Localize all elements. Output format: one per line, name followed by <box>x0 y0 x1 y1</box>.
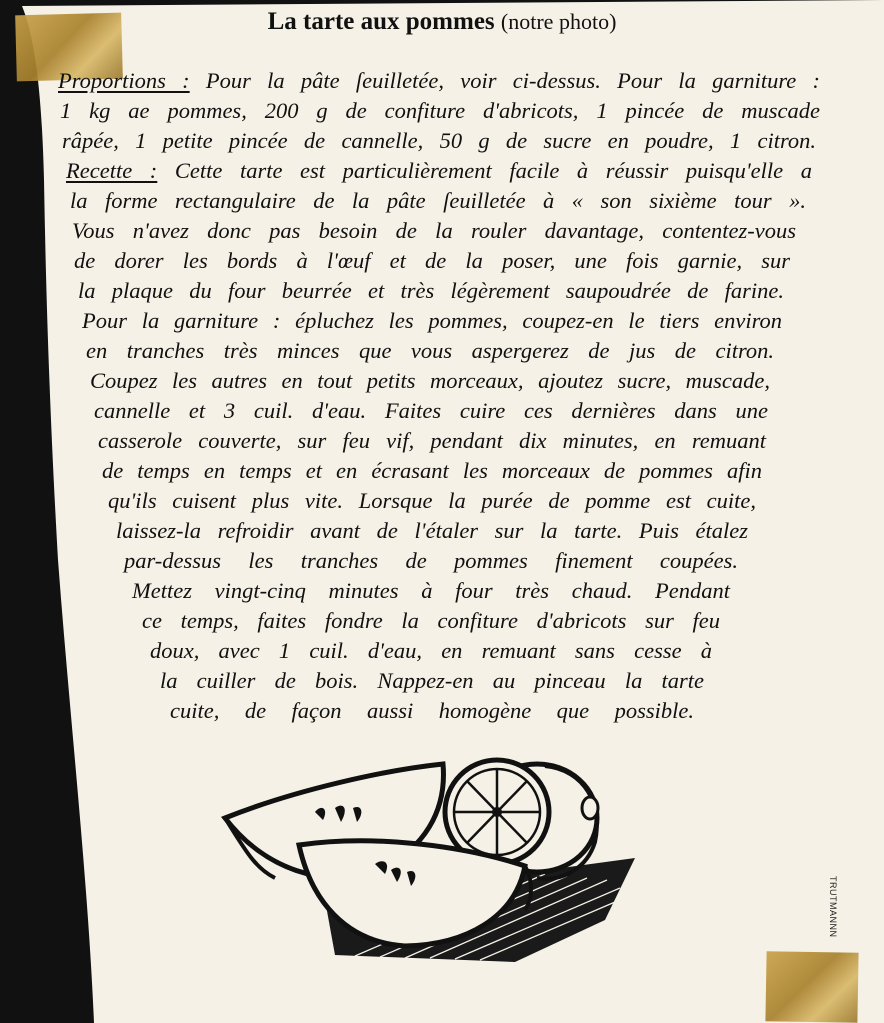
illustrator-credit: TRUTMANNN <box>828 876 838 938</box>
text-line <box>86 336 774 366</box>
text-line-content: doux, avec 1 cuil. d'eau, en remuant sans cesse à <box>150 638 712 663</box>
text-line-content: la cuiller de bois. Nappez-en au pinceau la tarte <box>160 668 704 693</box>
text-line <box>82 306 782 336</box>
text-line-content: cannelle et 3 cuil. d'eau. Faites cuire ces dernières dans une <box>94 398 768 423</box>
text-line <box>108 486 756 516</box>
text-line <box>60 96 820 126</box>
text-line-content: Coupez les autres en tout petits morceaux, ajoutez sucre, muscade, <box>90 368 770 393</box>
text-line <box>70 186 806 216</box>
text-line-content: qu'ils cuisent plus vite. Lorsque la purée de pomme est cuite, <box>108 488 756 513</box>
text-line <box>150 636 712 666</box>
text-line <box>62 126 816 156</box>
text-line <box>116 516 748 546</box>
text-line-content: laissez-la refroidir avant de l'étaler sur la tarte. Puis étalez <box>116 518 748 543</box>
text-line-content: la forme rectangulaire de la pâte ſeuilletée à « son sixième tour ». <box>70 188 806 213</box>
text-line-content: la plaque du four beurrée et très légèrement saupoudrée de farine. <box>78 278 784 303</box>
text-line-content: Pour la pâte ſeuilletée, voir ci-dessus. Pour la garniture : <box>205 68 820 93</box>
tape-bottom-right <box>765 951 858 1023</box>
text-line <box>66 156 812 186</box>
text-line-content: casserole couverte, sur feu vif, pendant dix minutes, en remuant <box>98 428 766 453</box>
text-line-content: Vous n'avez donc pas besoin de la rouler davantage, contentez-vous <box>72 218 796 243</box>
text-line <box>132 576 730 606</box>
apple-lemon-illustration <box>215 750 645 965</box>
recipe-title <box>0 8 884 36</box>
recette-label: Recette : <box>66 158 158 183</box>
text-line <box>98 426 766 456</box>
title-main: La tarte aux pommes <box>267 8 495 35</box>
text-line <box>58 66 820 96</box>
text-line-content: en tranches très minces que vous aspergerez de jus de citron. <box>86 338 774 363</box>
text-line <box>142 606 720 636</box>
text-line <box>102 456 762 486</box>
proportions-label: Proportions : <box>58 68 190 93</box>
text-line-content: Cette tarte est particulièrement facile à réussir puisqu'elle a <box>174 158 812 183</box>
text-line-content: ce temps, faites fondre la confiture d'abricots sur feu <box>142 608 720 633</box>
title-note: (notre photo) <box>500 9 617 34</box>
text-line <box>90 366 770 396</box>
text-line-content: cuite, de façon aussi homogène que possible. <box>170 698 694 723</box>
text-line-content: râpée, 1 petite pincée de cannelle, 50 g de sucre en poudre, 1 citron. <box>62 128 816 153</box>
text-line-content: par-dessus les tranches de pommes finement coupées. <box>124 548 738 573</box>
text-line <box>160 666 704 696</box>
text-line <box>74 246 790 276</box>
text-line-content: de temps en temps et en écrasant les morceaux de pommes afin <box>102 458 762 483</box>
text-line <box>124 546 738 576</box>
text-line-content: 1 kg ae pommes, 200 g de confiture d'abricots, 1 pincée de muscade <box>60 98 820 123</box>
text-line <box>72 216 796 246</box>
text-line <box>78 276 784 306</box>
text-line <box>170 696 694 726</box>
text-line-content: Pour la garniture : épluchez les pommes, coupez-en le tiers environ <box>82 308 782 333</box>
text-line-content: Mettez vingt-cinq minutes à four très chaud. Pendant <box>132 578 730 603</box>
text-line <box>94 396 768 426</box>
text-line-content: de dorer les bords à l'œuf et de la poser, une fois garnie, sur <box>74 248 790 273</box>
